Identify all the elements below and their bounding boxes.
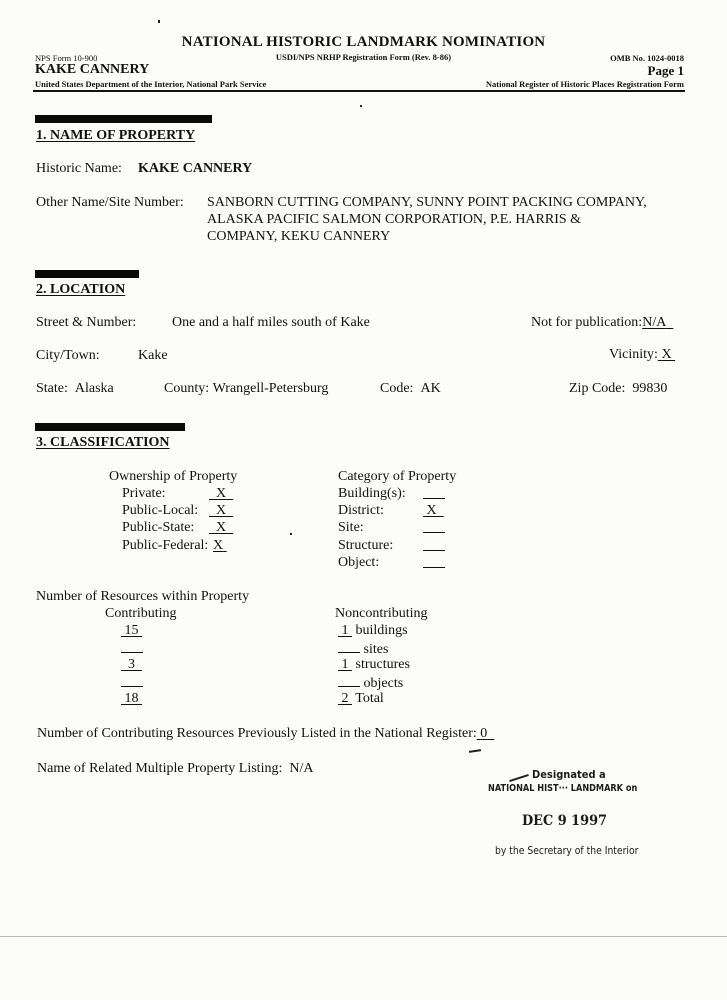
stamp-line-2: NATIONAL HIST··· LANDMARK on: [488, 783, 638, 794]
state-label: State:: [36, 381, 68, 396]
code-field: [380, 381, 441, 397]
multiple-listing-value: N/A: [289, 761, 314, 776]
omb-number: OMB No. 1024-0018: [610, 53, 684, 63]
stamp-dash-mark: [469, 749, 481, 753]
city-value: Kake: [138, 348, 168, 363]
contributing-heading: Contributing: [105, 606, 177, 621]
vicinity-label: Vicinity:: [609, 347, 658, 362]
category-heading: Category of Property: [338, 469, 457, 484]
ownership-public-local-mark: X: [216, 503, 227, 518]
section1-bar: [35, 115, 212, 123]
noncontributing-objects: objects: [338, 674, 403, 692]
contributing-structures: 3: [128, 657, 135, 672]
contributing-sites: [121, 640, 143, 658]
document-title: NATIONAL HISTORIC LANDMARK NOMINATION: [181, 34, 546, 50]
street-value: One and a half miles south of Kake: [172, 315, 370, 330]
scan-speck: [290, 533, 292, 535]
noncontributing-heading: Noncontributing: [335, 606, 428, 621]
multiple-listing-label: Name of Related Multiple Property Listing:: [37, 761, 283, 776]
section3-heading: 3. CLASSIFICATION: [36, 435, 170, 450]
page-number: Page 1: [647, 63, 684, 78]
register-name: National Register of Historic Places Registration Form: [485, 79, 684, 89]
zip-label: Zip Code:: [569, 381, 626, 396]
code-label: Code:: [380, 381, 414, 396]
scan-edge-line: [0, 936, 727, 937]
zip-value: 99830: [632, 381, 668, 396]
previously-listed-value: 0: [480, 726, 488, 741]
contributing-total: 18: [124, 691, 139, 706]
category-building-label: Building(s):: [338, 486, 406, 501]
county-field: [164, 381, 328, 397]
section2-heading: 2. LOCATION: [36, 282, 126, 297]
section1-heading: 1. NAME OF PROPERTY: [36, 128, 196, 143]
header-rule: [33, 90, 685, 92]
department-name: United States Department of the Interior, National Park Service: [35, 79, 267, 89]
ownership-heading: Ownership of Property: [109, 469, 238, 484]
city-label: City/Town:: [36, 348, 100, 363]
category-site-mark: [423, 520, 445, 538]
category-structure-mark: [423, 538, 445, 556]
stamp-line-4: by the Secretary of the Interior: [495, 845, 639, 857]
previously-listed: [37, 726, 494, 742]
not-for-publication: [531, 315, 673, 331]
street-label: Street & Number:: [36, 315, 137, 330]
category-site-label: Site:: [338, 520, 364, 535]
ownership-private-mark: X: [216, 486, 227, 501]
form-number: NPS Form 10-900: [35, 53, 98, 63]
other-name-line-2: ALASKA PACIFIC SALMON CORPORATION, P.E. HARRIS &: [207, 212, 582, 227]
contributing-objects: [121, 674, 143, 692]
category-object-label: Object:: [338, 555, 380, 570]
scan-speck: [360, 105, 362, 107]
previously-listed-label: Number of Contributing Resources Previously Listed in the National Register:: [37, 726, 477, 741]
ownership-public-local-label: Public-Local:: [122, 503, 199, 518]
header-property-name: KAKE CANNERY: [35, 62, 150, 77]
section2-bar: [35, 270, 139, 278]
ownership-public-state-label: Public-State:: [122, 520, 195, 535]
code-value: AK: [420, 381, 441, 396]
not-for-publication-label: Not for publication:: [531, 315, 643, 330]
stamp-line-1: Designated a: [532, 768, 606, 781]
ownership-private-label: Private:: [122, 486, 166, 501]
category-district-mark: X: [426, 503, 437, 518]
contributing-buildings: 15: [124, 623, 139, 638]
stamp-date: DEC 9 1997: [522, 813, 608, 829]
ownership-public-federal-mark: X: [213, 538, 224, 553]
county-label: County:: [164, 381, 210, 396]
ownership-public-state-mark: X: [216, 520, 227, 535]
stamp-swoosh-mark: [509, 774, 528, 782]
noncontributing-total: 2 Total: [341, 691, 384, 706]
category-building-mark: [423, 486, 445, 504]
zip-field: [569, 381, 667, 397]
other-name-line-3: COMPANY, KEKU CANNERY: [207, 229, 391, 244]
resources-heading: Number of Resources within Property: [36, 589, 250, 604]
multiple-property-listing: [37, 761, 313, 777]
form-revision: USDI/NPS NRHP Registration Form (Rev. 8-86): [275, 52, 452, 62]
historic-name-label: Historic Name:: [36, 161, 122, 176]
category-district-label: District:: [338, 503, 384, 518]
noncontributing-sites: sites: [338, 640, 388, 658]
county-value: Wrangell-Petersburg: [212, 381, 329, 396]
noncontributing-structures: 1 structures: [341, 657, 410, 672]
vicinity-value: X: [661, 347, 672, 362]
other-name-label: Other Name/Site Number:: [36, 195, 184, 210]
section3-bar: [35, 423, 185, 431]
vicinity: [609, 347, 675, 363]
historic-name-value: KAKE CANNERY: [138, 161, 253, 176]
scan-speck: [158, 20, 160, 23]
noncontributing-buildings: 1 buildings: [341, 623, 408, 638]
state-value: Alaska: [74, 381, 114, 396]
category-structure-label: Structure:: [338, 538, 394, 553]
category-object-mark: [423, 555, 445, 573]
ownership-public-federal-label: Public-Federal:: [122, 538, 209, 553]
other-name-line-1: SANBORN CUTTING COMPANY, SUNNY POINT PACKING COMPANY,: [207, 195, 647, 210]
not-for-publication-value: N/A: [642, 315, 667, 330]
state-field: [36, 381, 114, 397]
